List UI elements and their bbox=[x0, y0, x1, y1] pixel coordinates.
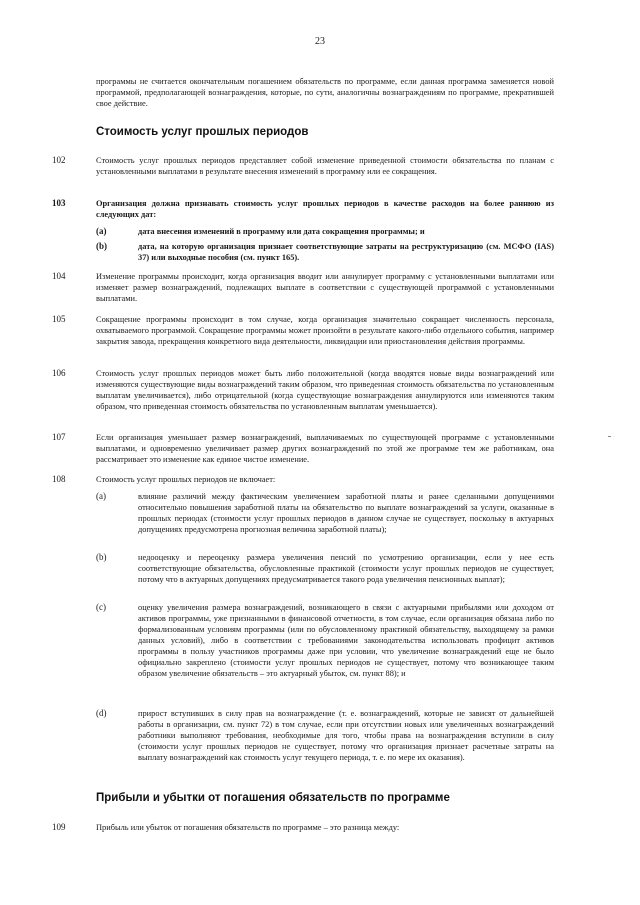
list-item: влияние различий между фактическим увеличением заработной платы и ранее сделанными допущениями относительно повышения заработной платы на обязательство по выплате вознаграждений за услуги, оказанные в прошлых периодах (стоимости услуг прошлых периодов в данном случае не существует, поскольку в актуарных допущениях предусмотрена прогнозная величина заработной платы); bbox=[138, 492, 554, 534]
margin-mark bbox=[608, 436, 611, 437]
list-item: недооценку и переоценку размера увеличения пенсий по усмотрению организации, если у нее есть соответствующие обязательства, обусловленные практикой (стоимости услуг прошлых периодов не существует, потому что в актуарных допущениях предусматривается такого рода увеличения пенсионных выплат); bbox=[138, 553, 554, 584]
list-label: (c) bbox=[96, 602, 106, 612]
section-heading-past-service-cost: Стоимость услуг прошлых периодов bbox=[96, 126, 309, 138]
paragraph-number: 105 bbox=[52, 314, 66, 324]
list-label: (a) bbox=[96, 491, 106, 501]
paragraph-109: Прибыль или убыток от погашения обязательств по программе – это разница между: bbox=[96, 823, 400, 832]
list-item: оценку увеличения размера вознаграждений, возникающего в связи с актуарными прибылями или доходом от активов программы, уже признанными в финансовой отчетности, в том случае, если организация обязана либо по формализованным условиям программы (или по обусловленному практикой обязательству, выходящему за рамки данных условий), либо в соответствии с требованиями законодательства использовать профицит активов программы в пользу участников программы даже при условии, что увеличение вознаграждений еще не было официально закреплено (стоимости услуг прошлых периодов не существует, потому что возникающее таким образом увеличение обязательств – это актуарный убыток, см. пункт 88); и bbox=[138, 603, 554, 678]
paragraph-number: 109 bbox=[52, 822, 66, 832]
list-item: прирост вступивших в силу прав на вознаграждение (т. е. вознаграждений, которые не зависят от дальнейшей работы в организации, см. пункт 72) в том случае, если при отсутствии новых или увеличенных вознаграждений работники выполняют требования, необходимые для того, чтобы права на вознаграждения вступили в силу (стоимости услуг прошлых периодов не существует, потому что организация признает расчетные затраты на выплату вознаграждений как стоимость услуг текущего периода, т. е. по мере их оказания). bbox=[138, 709, 554, 762]
list-item: дата внесения изменений в программу или дата сокращения программы; и bbox=[138, 227, 425, 236]
list-label: (a) bbox=[96, 226, 107, 236]
paragraph-103: Организация должна признавать стоимость услуг прошлых периодов в качестве расходов на более раннюю из следующих дат: bbox=[96, 199, 554, 219]
list-label: (b) bbox=[96, 241, 107, 251]
paragraph-108: Стоимость услуг прошлых периодов не включает: bbox=[96, 475, 276, 484]
paragraph-106: Стоимость услуг прошлых периодов может быть либо положительной (когда вводятся новые виды вознаграждений или изменяются существующие виды вознаграждений таким образом, что приведенная стоимость обязательства по установленным выплатам увеличивается), либо отрицательной (когда существующие вознаграждения аннулируются или изменяются таким образом, что приведенная стоимость обязательства по установленным выплатам уменьшается). bbox=[96, 369, 554, 411]
list-label: (b) bbox=[96, 552, 107, 562]
paragraph-number: 108 bbox=[52, 474, 66, 484]
paragraph-number: 102 bbox=[52, 155, 66, 165]
paragraph-105: Сокращение программы происходит в том случае, когда организация значительно сокращает численность персонала, охватываемого программой. Сокращение программы может произойти в результате какого-либо отдельного события, например закрытия завода, прекращения конкретного вида деятельности, ликвидации или приостановления действия программы. bbox=[96, 315, 554, 346]
paragraph-number: 107 bbox=[52, 432, 66, 442]
list-label: (d) bbox=[96, 708, 107, 718]
intro-paragraph: программы не считается окончательным погашением обязательств по программе, если данная программа заменяется новой программой, предполагающей вознаграждения, которые, по сути, аналогичны вознаграждениям по программе, прекратившей свое действие. bbox=[96, 77, 554, 108]
paragraph-102: Стоимость услуг прошлых периодов представляет собой изменение приведенной стоимости обязательства по планам с установленными выплатами в результате внесения изменений в программу или ее сокращения. bbox=[96, 156, 554, 176]
paragraph-107: Если организация уменьшает размер вознаграждений, выплачиваемых по существующей программе с установленными выплатами, и одновременно увеличивает размер других вознаграждений по этой же программе тем же работникам, она рассматривает это изменение как единое чистое изменение. bbox=[96, 433, 554, 464]
list-item: дата, на которую организация признает соответствующие затраты на реструктуризацию (см. МСФО (IAS) 37) или выходные пособия (см. пункт 165). bbox=[138, 242, 554, 262]
page-number: 23 bbox=[315, 36, 325, 47]
section-heading-settlement-gains-losses: Прибыли и убытки от погашения обязательств по программе bbox=[96, 792, 450, 804]
paragraph-number: 103 bbox=[52, 198, 66, 208]
paragraph-number: 104 bbox=[52, 271, 66, 281]
paragraph-number: 106 bbox=[52, 368, 66, 378]
paragraph-104: Изменение программы происходит, когда организация вводит или аннулирует программу с установленными выплатами или изменяет размер вознаграждений, подлежащих выплате в соответствии с существующей программой с установленными выплатами. bbox=[96, 272, 554, 303]
